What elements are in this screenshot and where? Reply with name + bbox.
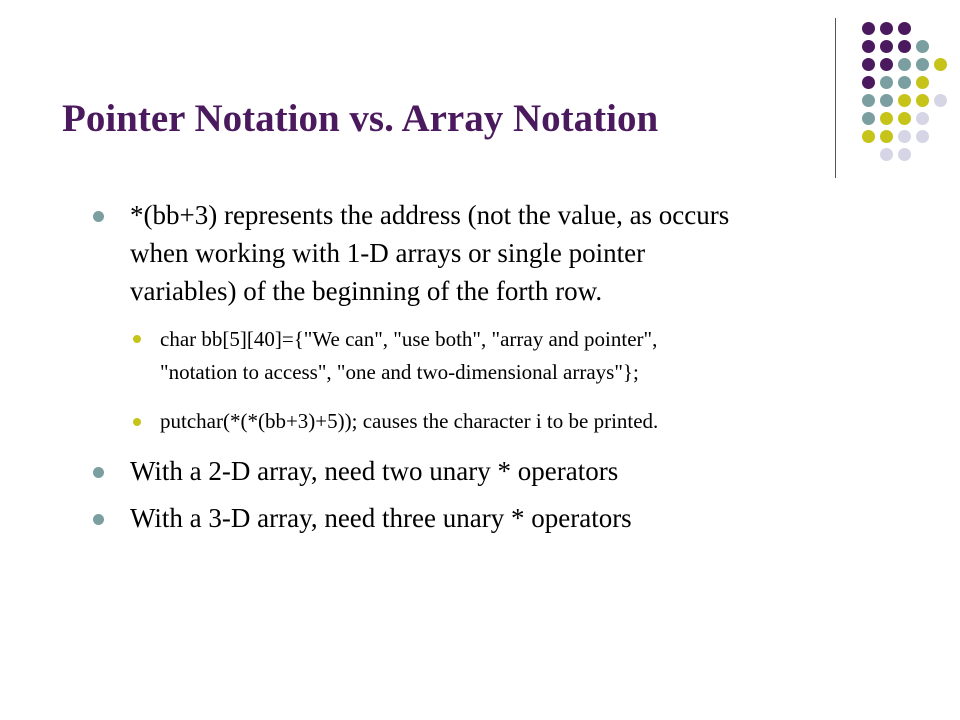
decorative-dot: [916, 58, 929, 71]
decorative-dot: [898, 58, 911, 71]
decorative-dot: [916, 76, 929, 89]
bullet-marker: [93, 514, 104, 525]
decorative-dot: [880, 148, 893, 161]
decorative-dot: [862, 40, 875, 53]
sub-bullet-text-line: putchar(*(*(bb+3)+5)); causes the character i to be printed.: [160, 409, 659, 433]
sub-bullet-marker: [133, 335, 141, 343]
decorative-dot: [916, 40, 929, 53]
decorative-dot: [862, 130, 875, 143]
decorative-dot: [898, 76, 911, 89]
decorative-dot: [898, 40, 911, 53]
decorative-dot: [916, 94, 929, 107]
decorative-dot: [880, 58, 893, 71]
bullet-text-line: With a 2-D array, need two unary * operators: [130, 456, 619, 486]
bullet-text-line: when working with 1-D arrays or single pointer: [130, 238, 646, 268]
decorative-dot: [880, 40, 893, 53]
decorative-dot: [916, 112, 929, 125]
decorative-dot: [916, 130, 929, 143]
bullet-marker: [93, 211, 104, 222]
decorative-dot: [898, 148, 911, 161]
decorative-dot: [880, 130, 893, 143]
decorative-dot: [862, 22, 875, 35]
decorative-dot: [880, 76, 893, 89]
sub-bullet-marker: [133, 418, 141, 426]
decorative-dot: [880, 94, 893, 107]
decorative-dot: [898, 94, 911, 107]
bullet-text-line: variables) of the beginning of the forth row.: [130, 276, 603, 306]
decorative-dot: [880, 112, 893, 125]
decorative-dot: [934, 94, 947, 107]
decorative-dot: [880, 22, 893, 35]
decorative-dot: [934, 58, 947, 71]
decorative-dot: [898, 112, 911, 125]
sub-bullet-text-line: char bb[5][40]={"We can", "use both", "array and pointer",: [160, 327, 658, 351]
decorative-dot: [862, 112, 875, 125]
sub-bullet-text-line: "notation to access", "one and two-dimensional arrays"};: [160, 360, 639, 384]
slide-title: Pointer Notation vs. Array Notation: [62, 97, 659, 140]
bullet-text-line: With a 3-D array, need three unary * operators: [130, 503, 632, 533]
decorative-dot: [862, 76, 875, 89]
decorative-dot: [898, 22, 911, 35]
bullet-text-line: *(bb+3) represents the address (not the value, as occurs: [130, 200, 730, 230]
bullet-marker: [93, 467, 104, 478]
vertical-divider: [835, 18, 836, 178]
decorative-dot: [862, 58, 875, 71]
decorative-dot: [898, 130, 911, 143]
decorative-dot: [862, 94, 875, 107]
